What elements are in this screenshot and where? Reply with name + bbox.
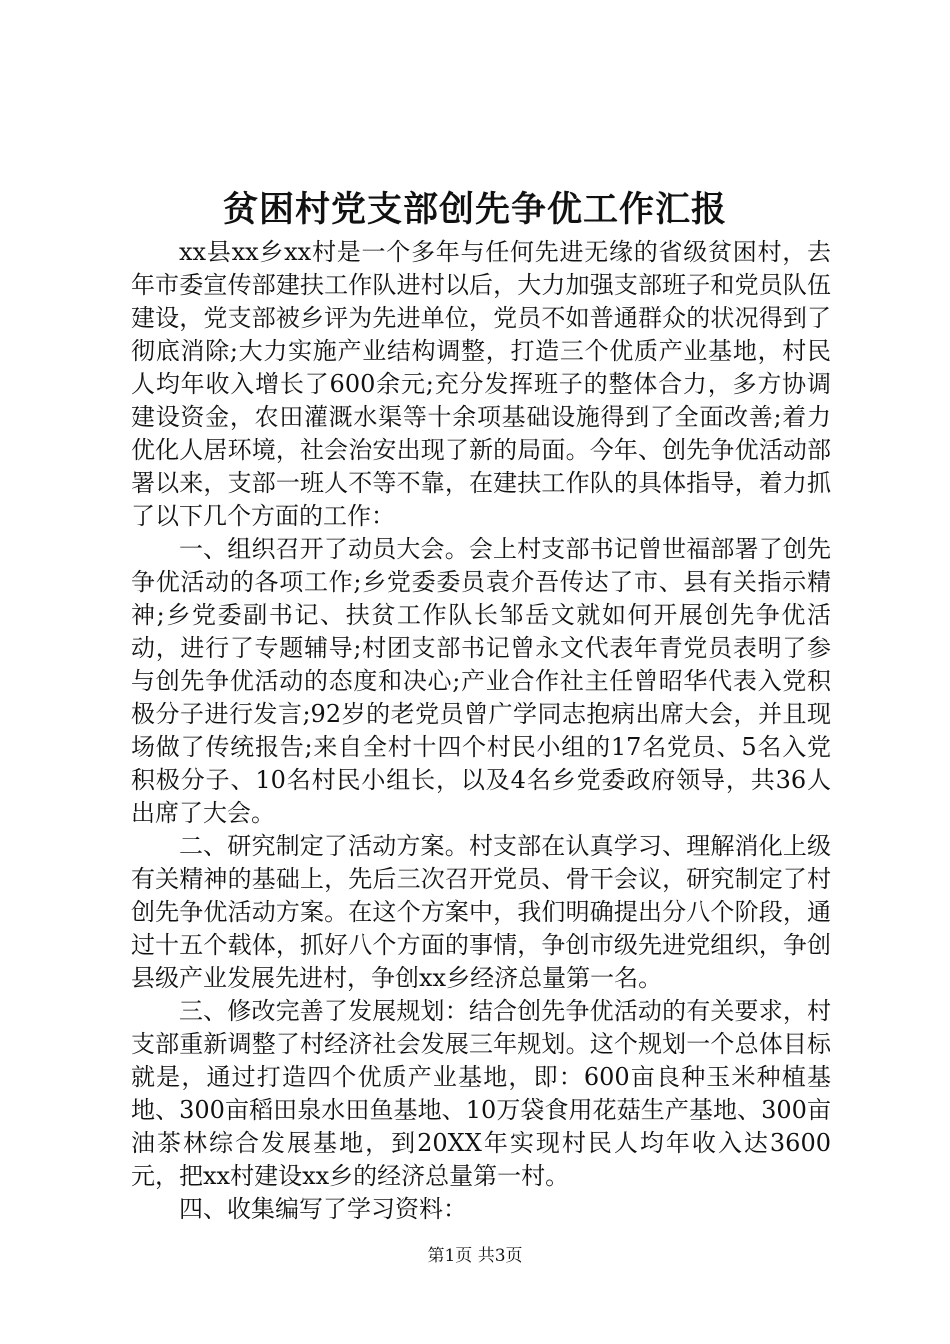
page-number-footer: 第1页 共3页 (427, 1246, 523, 1266)
document-title: 贫困村党支部创先争优工作汇报 (222, 189, 727, 230)
paragraph-section-4: 四、收集编写了学习资料： (179, 1195, 467, 1223)
paragraph-section-3: 三、修改完善了发展规划：结合创先争优活动的有关要求，村支部重新调整了村经济社会发展三年规划。这个规划一个总体目标就是，通过打造四个优质产业基地，即：600亩良种玉米种植基地、300亩稻田泉水田鱼基地、10万袋食用花菇生产基地、300亩油茶林综合发展基地，到20XX年实现村民人均年收入达3600元，把xx村建设xx乡的经济总量第一村。 (131, 997, 831, 1190)
paragraph-intro: xx县xx乡xx村是一个多年与任何先进无缘的省级贫困村，去年市委宣传部建扶工作队进村以后，大力加强支部班子和党员队伍建设，党支部被乡评为先进单位，党员不如普通群众的状况得到了彻底消除;大力实施产业结构调整，打造三个优质产业基地，村民人均年收入增长了600余元;充分发挥班子的整体合力，多方协调建设资金，农田灌溉水渠等十余项基础设施得到了全面改善;着力优化人居环境，社会治安出现了新的局面。今年、创先争优活动部署以来，支部一班人不等不靠，在建扶工作队的具体指导，着力抓了以下几个方面的工作： (131, 238, 831, 530)
paragraph-section-2: 二、研究制定了活动方案。村支部在认真学习、理解消化上级有关精神的基础上，先后三次召开党员、骨干会议，研究制定了村创先争优活动方案。在这个方案中，我们明确提出分八个阶段，通过十五个载体，抓好八个方面的事情，争创市级先进党组织，争创县级产业发展先进村，争创xx乡经济总量第一名。 (131, 832, 831, 992)
paragraph-section-1: 一、组织召开了动员大会。会上村支部书记曾世福部署了创先争优活动的各项工作;乡党委委员袁介吾传达了市、县有关指示精神;乡党委副书记、扶贫工作队长邹岳文就如何开展创先争优活动，进行了专题辅导;村团支部书记曾永文代表年青党员表明了参与创先争优活动的态度和决心;产业合作社主任曾昭华代表入党积极分子进行发言;92岁的老党员曾广学同志抱病出席大会，并且现场做了传统报告;来自全村十四个村民小组的17名党员、5名入党积极分子、10名村民小组长，以及4名乡党委政府领导，共36人出席了大会。 (131, 535, 831, 827)
document-body (131, 236, 831, 1226)
